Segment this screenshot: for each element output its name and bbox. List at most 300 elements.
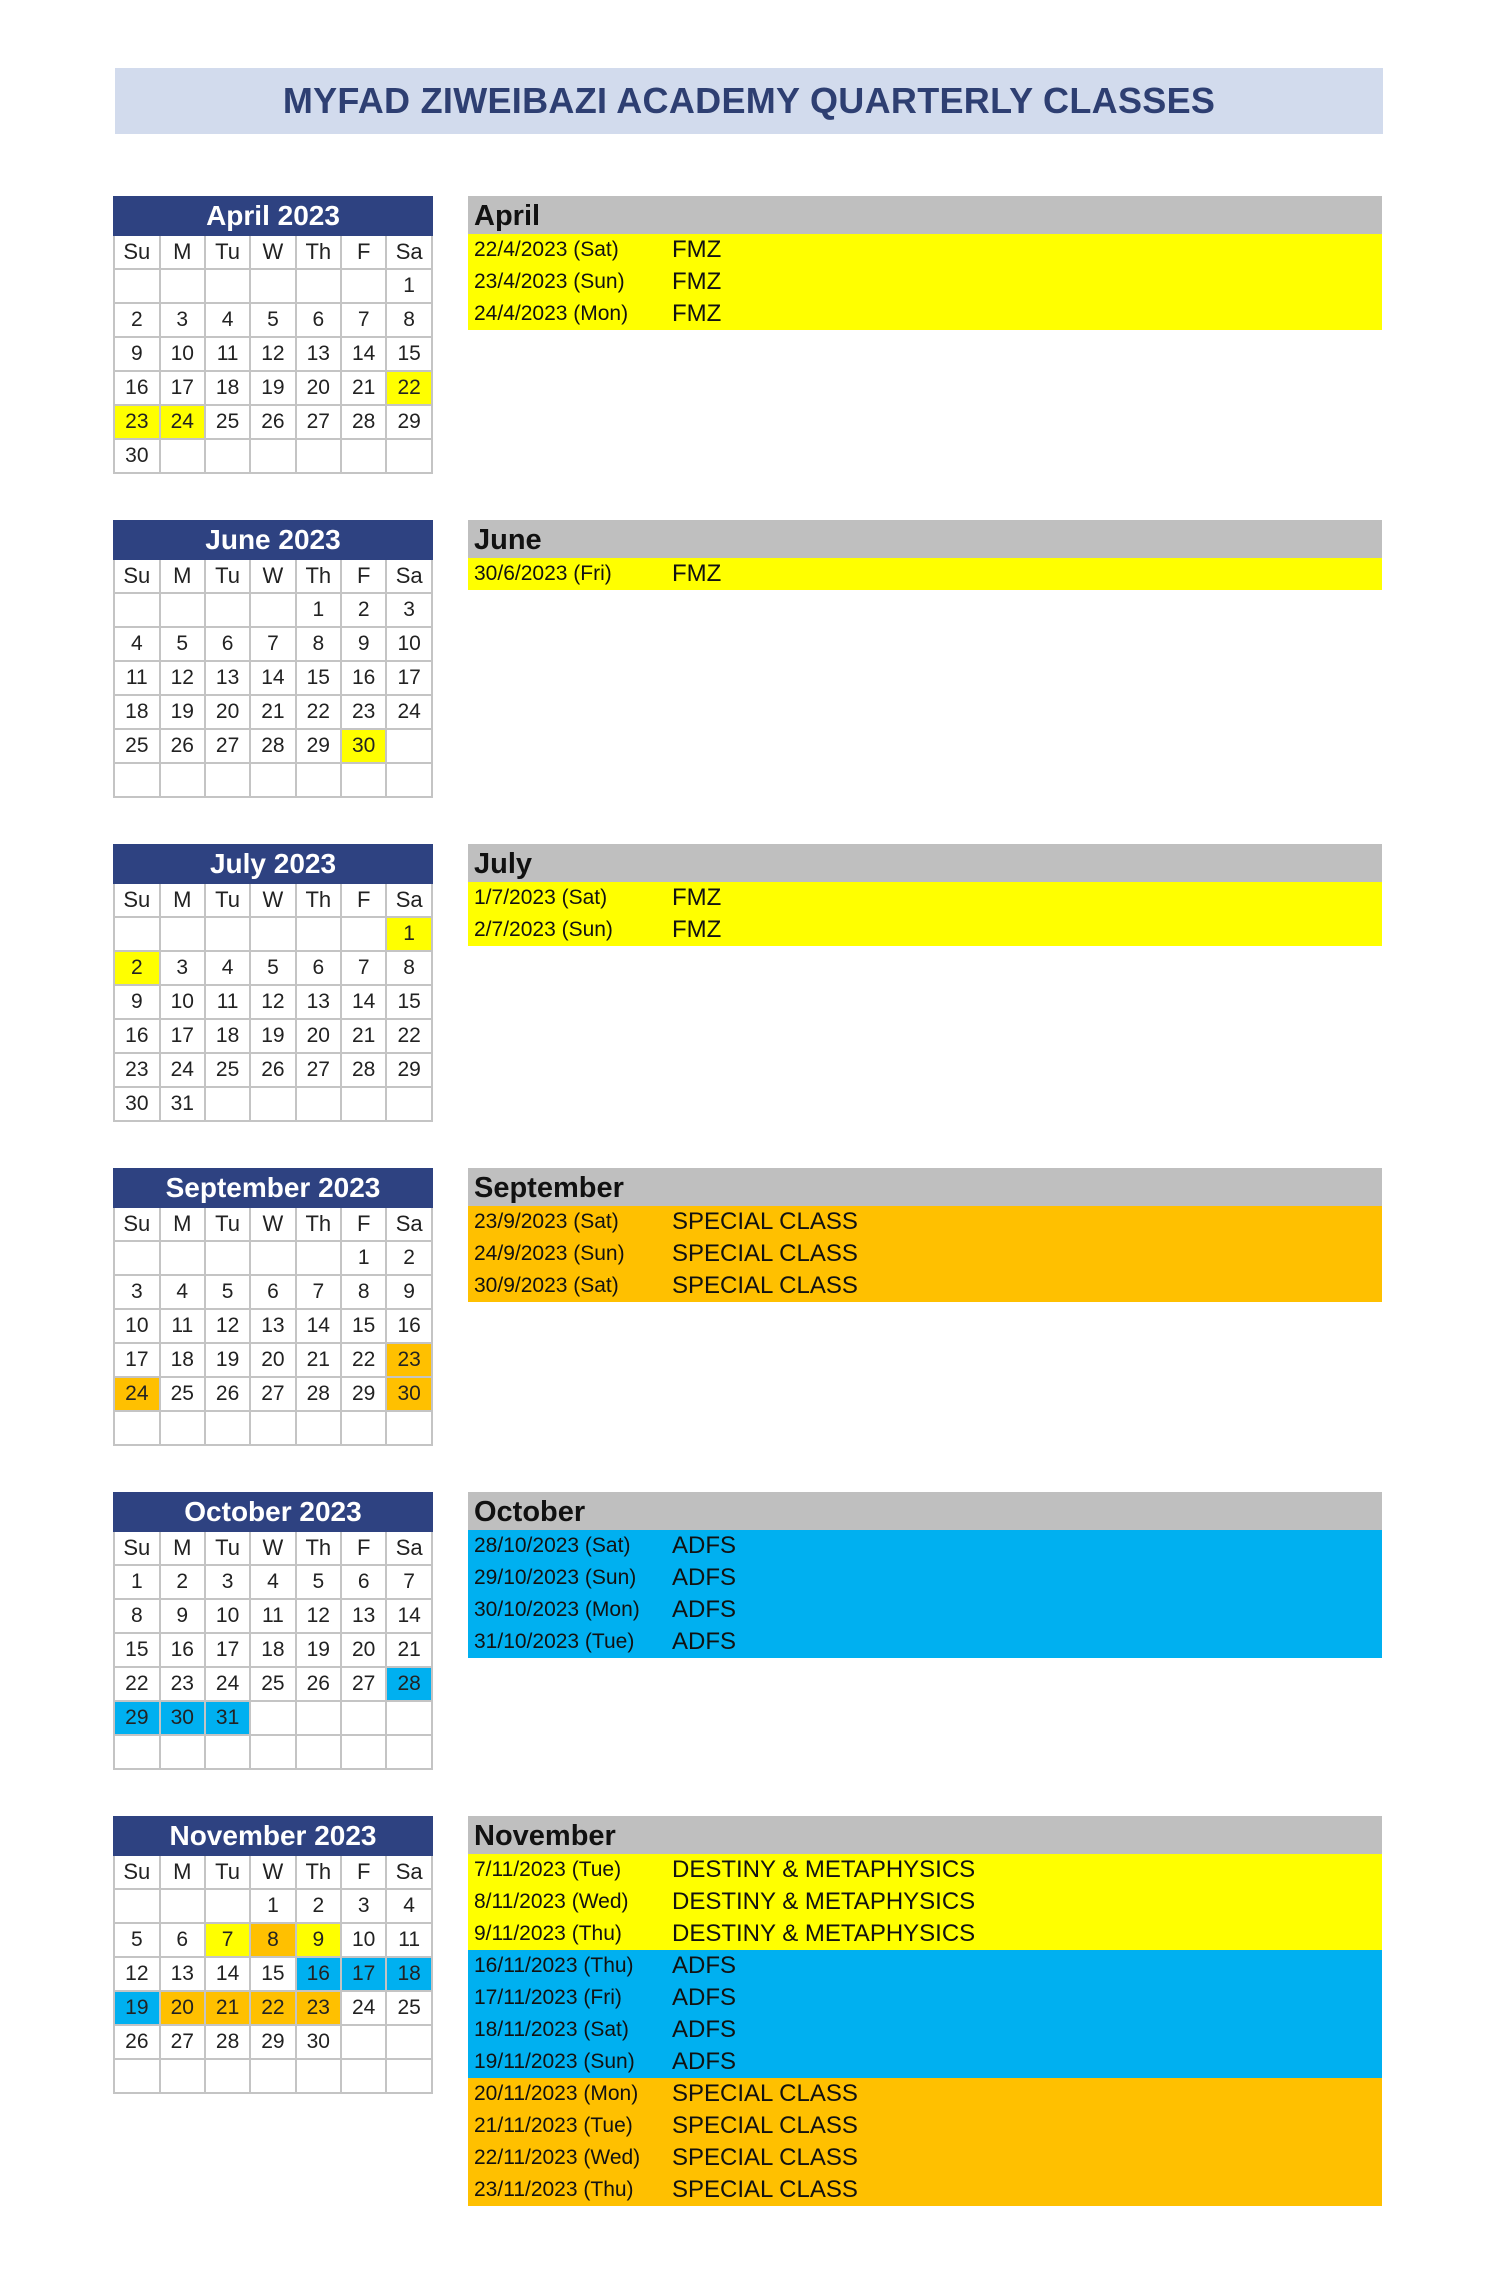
calendar-day: 19 <box>250 371 295 405</box>
calendar-day: 28 <box>205 2025 250 2059</box>
calendar-empty-cell <box>386 1735 432 1769</box>
month-block <box>0 196 1502 496</box>
class-name: DESTINY & METAPHYSICS <box>672 1856 976 1883</box>
schedule-row <box>468 2110 1382 2142</box>
schedule-row <box>468 234 1382 266</box>
calendar-empty-cell <box>114 1735 160 1769</box>
calendar-day: 4 <box>114 627 160 661</box>
calendar-day: 23 <box>114 1053 160 1087</box>
weekday-label: Tu <box>205 883 250 917</box>
calendar-day: 7 <box>205 1923 250 1957</box>
calendar-week <box>114 371 432 405</box>
calendar-day: 18 <box>250 1633 295 1667</box>
calendar-empty-cell <box>205 439 250 473</box>
weekday-label: Su <box>114 1531 160 1565</box>
calendar-week <box>114 1241 432 1275</box>
calendar-day: 13 <box>250 1309 295 1343</box>
class-name: ADFS <box>672 2016 737 2043</box>
class-date: 23/9/2023 (Sat) <box>474 1210 619 1233</box>
calendar-week <box>114 1701 432 1735</box>
class-name: SPECIAL CLASS <box>672 2080 858 2107</box>
calendar-day: 21 <box>250 695 295 729</box>
calendar-day: 25 <box>205 1053 250 1087</box>
weekday-label: M <box>160 1531 205 1565</box>
calendar-empty-cell <box>250 593 295 627</box>
calendar-empty-cell <box>160 1889 205 1923</box>
calendar-empty-cell <box>205 763 250 797</box>
weekday-label: Su <box>114 235 160 269</box>
calendar-day: 12 <box>160 661 205 695</box>
calendar-day: 7 <box>386 1565 432 1599</box>
schedule-heading: July <box>468 844 1382 882</box>
calendar-day: 18 <box>386 1957 432 1991</box>
calendar-day: 5 <box>296 1565 342 1599</box>
calendar-day: 19 <box>160 695 205 729</box>
calendar-day: 26 <box>114 2025 160 2059</box>
calendar-empty-cell <box>296 1087 342 1121</box>
class-name: ADFS <box>672 1596 737 1623</box>
calendar-day: 12 <box>114 1957 160 1991</box>
weekday-label: Su <box>114 883 160 917</box>
schedule-row <box>468 1270 1382 1302</box>
calendar-day: 30 <box>341 729 386 763</box>
calendar-day: 15 <box>114 1633 160 1667</box>
calendar-day: 27 <box>160 2025 205 2059</box>
calendar-week <box>114 661 432 695</box>
calendar-day: 13 <box>160 1957 205 1991</box>
weekday-label: F <box>341 235 386 269</box>
calendar-day: 8 <box>250 1923 295 1957</box>
class-name: DESTINY & METAPHYSICS <box>672 1888 976 1915</box>
mini-calendar <box>113 1492 433 1770</box>
weekday-label: Sa <box>386 883 432 917</box>
calendar-day: 16 <box>386 1309 432 1343</box>
calendar-week <box>114 1667 432 1701</box>
calendar-day: 9 <box>114 337 160 371</box>
calendar-day: 8 <box>296 627 342 661</box>
calendar-empty-cell <box>160 1411 205 1445</box>
calendar-day: 27 <box>250 1377 295 1411</box>
calendar-week <box>114 2059 432 2093</box>
calendar-title: June 2023 <box>114 521 432 559</box>
calendar-empty-cell <box>386 2059 432 2093</box>
calendar-empty-cell <box>296 1411 342 1445</box>
weekday-label: Sa <box>386 1855 432 1889</box>
calendar-day: 14 <box>250 661 295 695</box>
schedule-row <box>468 1982 1382 2014</box>
calendar-empty-cell <box>341 1701 386 1735</box>
weekday-label: Su <box>114 559 160 593</box>
calendar-day: 1 <box>114 1565 160 1599</box>
calendar-day: 17 <box>114 1343 160 1377</box>
calendar-empty-cell <box>160 2059 205 2093</box>
calendar-empty-cell <box>296 2059 342 2093</box>
schedule-row <box>468 2046 1382 2078</box>
calendar-day: 26 <box>250 1053 295 1087</box>
calendar-empty-cell <box>250 1241 295 1275</box>
weekday-label: Th <box>296 235 342 269</box>
class-date: 30/6/2023 (Fri) <box>474 562 612 585</box>
weekday-label: Tu <box>205 1855 250 1889</box>
calendar-empty-cell <box>296 763 342 797</box>
calendar-day: 8 <box>114 1599 160 1633</box>
calendar-empty-cell <box>250 1087 295 1121</box>
calendar-empty-cell <box>160 593 205 627</box>
calendar-day: 31 <box>205 1701 250 1735</box>
calendar-day: 13 <box>205 661 250 695</box>
mini-calendar <box>113 1816 433 2094</box>
calendar-day: 1 <box>386 917 432 951</box>
month-block <box>0 520 1502 820</box>
calendar-day: 27 <box>296 1053 342 1087</box>
calendar-empty-cell <box>386 729 432 763</box>
calendar-week <box>114 1633 432 1667</box>
calendar-empty-cell <box>250 763 295 797</box>
weekday-label: Su <box>114 1207 160 1241</box>
calendar-empty-cell <box>160 269 205 303</box>
calendar-day: 13 <box>296 337 342 371</box>
calendar-day: 30 <box>160 1701 205 1735</box>
class-name: FMZ <box>672 884 722 911</box>
calendar-day: 25 <box>205 405 250 439</box>
weekday-label: M <box>160 559 205 593</box>
calendar-day: 25 <box>386 1991 432 2025</box>
calendar-day: 12 <box>250 337 295 371</box>
calendar-day: 21 <box>341 1019 386 1053</box>
calendar-day: 26 <box>296 1667 342 1701</box>
calendar-day: 9 <box>341 627 386 661</box>
calendar-empty-cell <box>114 593 160 627</box>
calendar-day: 24 <box>205 1667 250 1701</box>
calendar-empty-cell <box>386 1087 432 1121</box>
calendar-day: 26 <box>250 405 295 439</box>
calendar-week <box>114 695 432 729</box>
schedule-row <box>468 1918 1382 1950</box>
calendar-empty-cell <box>341 917 386 951</box>
class-schedule <box>468 844 1382 946</box>
class-date: 16/11/2023 (Thu) <box>474 1954 634 1977</box>
weekday-label: Th <box>296 1207 342 1241</box>
calendar-day: 17 <box>386 661 432 695</box>
calendar-day: 15 <box>250 1957 295 1991</box>
class-date: 23/4/2023 (Sun) <box>474 270 625 293</box>
calendar-day: 9 <box>386 1275 432 1309</box>
calendar-empty-cell <box>250 917 295 951</box>
class-date: 29/10/2023 (Sun) <box>474 1566 637 1589</box>
calendar-empty-cell <box>160 1241 205 1275</box>
calendar-day: 23 <box>341 695 386 729</box>
weekday-label: Tu <box>205 235 250 269</box>
class-name: SPECIAL CLASS <box>672 1208 858 1235</box>
calendar-day: 26 <box>160 729 205 763</box>
calendar-day: 17 <box>160 371 205 405</box>
weekday-label: Th <box>296 883 342 917</box>
calendar-day: 29 <box>114 1701 160 1735</box>
calendar-day: 4 <box>250 1565 295 1599</box>
calendar-empty-cell <box>205 1087 250 1121</box>
calendar-day: 19 <box>250 1019 295 1053</box>
calendar-empty-cell <box>250 439 295 473</box>
calendar-week <box>114 1599 432 1633</box>
calendar-day: 22 <box>386 371 432 405</box>
calendar-day: 15 <box>341 1309 386 1343</box>
calendar-day: 24 <box>386 695 432 729</box>
calendar-week <box>114 1889 432 1923</box>
class-date: 18/11/2023 (Sat) <box>474 2018 629 2041</box>
calendar-day: 16 <box>296 1957 342 1991</box>
class-date: 17/11/2023 (Fri) <box>474 1986 622 2009</box>
calendar-day: 10 <box>205 1599 250 1633</box>
class-date: 2/7/2023 (Sun) <box>474 918 613 941</box>
calendar-day: 17 <box>341 1957 386 1991</box>
schedule-heading: October <box>468 1492 1382 1530</box>
calendar-empty-cell <box>296 1701 342 1735</box>
calendar-week <box>114 1957 432 1991</box>
calendar-day: 3 <box>341 1889 386 1923</box>
weekday-label: W <box>250 235 295 269</box>
calendar-empty-cell <box>341 2025 386 2059</box>
weekday-label: Tu <box>205 559 250 593</box>
calendar-day: 9 <box>160 1599 205 1633</box>
class-name: ADFS <box>672 2048 737 2075</box>
calendar-day: 4 <box>205 303 250 337</box>
calendar-day: 18 <box>205 1019 250 1053</box>
calendar-day: 24 <box>114 1377 160 1411</box>
calendar-day: 25 <box>250 1667 295 1701</box>
calendar-day: 30 <box>386 1377 432 1411</box>
calendar-day: 7 <box>296 1275 342 1309</box>
calendar-day: 7 <box>250 627 295 661</box>
class-name: FMZ <box>672 268 722 295</box>
calendar-day: 10 <box>160 337 205 371</box>
schedule-row <box>468 1886 1382 1918</box>
calendar-empty-cell <box>250 1701 295 1735</box>
calendar-day: 29 <box>296 729 342 763</box>
schedule-row <box>468 1950 1382 1982</box>
calendar-day: 6 <box>296 303 342 337</box>
calendar-week <box>114 1411 432 1445</box>
class-date: 19/11/2023 (Sun) <box>474 2050 635 2073</box>
calendar-day: 1 <box>250 1889 295 1923</box>
calendar-day: 1 <box>386 269 432 303</box>
schedule-row <box>468 1854 1382 1886</box>
class-date: 30/9/2023 (Sat) <box>474 1274 619 1297</box>
calendar-empty-cell <box>114 1241 160 1275</box>
calendar-week <box>114 1275 432 1309</box>
calendar-day: 8 <box>386 303 432 337</box>
calendar-day: 11 <box>386 1923 432 1957</box>
calendar-day: 6 <box>341 1565 386 1599</box>
calendar-day: 3 <box>205 1565 250 1599</box>
calendar-day: 15 <box>296 661 342 695</box>
calendar-empty-cell <box>341 1735 386 1769</box>
calendar-day: 10 <box>114 1309 160 1343</box>
calendar-day: 20 <box>160 1991 205 2025</box>
month-block <box>0 1492 1502 1792</box>
calendar-day: 5 <box>205 1275 250 1309</box>
calendar-empty-cell <box>114 2059 160 2093</box>
class-date: 24/4/2023 (Mon) <box>474 302 629 325</box>
calendar-day: 28 <box>341 405 386 439</box>
calendar-day: 29 <box>341 1377 386 1411</box>
calendar-week <box>114 2025 432 2059</box>
weekday-label: Sa <box>386 235 432 269</box>
calendar-day: 29 <box>386 405 432 439</box>
calendar-week <box>114 1565 432 1599</box>
schedule-row <box>468 298 1382 330</box>
schedule-row <box>468 1626 1382 1658</box>
calendar-empty-cell <box>386 2025 432 2059</box>
mini-calendar <box>113 844 433 1122</box>
calendar-day: 2 <box>296 1889 342 1923</box>
calendar-day: 26 <box>205 1377 250 1411</box>
calendar-day: 12 <box>250 985 295 1019</box>
calendar-day: 19 <box>296 1633 342 1667</box>
schedule-heading: September <box>468 1168 1382 1206</box>
calendar-day: 30 <box>114 439 160 473</box>
calendar-week <box>114 337 432 371</box>
class-name: ADFS <box>672 1532 737 1559</box>
calendar-day: 4 <box>386 1889 432 1923</box>
calendar-day: 24 <box>160 1053 205 1087</box>
calendar-day: 20 <box>205 695 250 729</box>
calendar-week <box>114 593 432 627</box>
calendar-day: 16 <box>114 371 160 405</box>
class-date: 28/10/2023 (Sat) <box>474 1534 631 1557</box>
calendar-day: 6 <box>205 627 250 661</box>
class-schedule <box>468 520 1382 590</box>
class-schedule <box>468 1168 1382 1302</box>
calendar-day: 13 <box>296 985 342 1019</box>
calendar-day: 20 <box>296 1019 342 1053</box>
calendar-day: 24 <box>160 405 205 439</box>
calendar-empty-cell <box>250 269 295 303</box>
schedule-row <box>468 1238 1382 1270</box>
calendar-day: 21 <box>296 1343 342 1377</box>
calendar-day: 2 <box>341 593 386 627</box>
calendar-day: 22 <box>250 1991 295 2025</box>
calendar-day: 22 <box>386 1019 432 1053</box>
mini-calendar <box>113 520 433 798</box>
calendar-empty-cell <box>386 1411 432 1445</box>
calendar-day: 1 <box>296 593 342 627</box>
schedule-row <box>468 2078 1382 2110</box>
page-title: MYFAD ZIWEIBAZI ACADEMY QUARTERLY CLASSES <box>282 80 1216 121</box>
calendar-day: 24 <box>341 1991 386 2025</box>
calendar-day: 10 <box>341 1923 386 1957</box>
calendar-day: 20 <box>296 371 342 405</box>
page-title-bar <box>115 68 1383 134</box>
calendar-day: 28 <box>386 1667 432 1701</box>
calendar-day: 30 <box>114 1087 160 1121</box>
calendar-empty-cell <box>386 439 432 473</box>
calendar-day: 14 <box>341 337 386 371</box>
class-name: SPECIAL CLASS <box>672 2144 858 2171</box>
calendar-empty-cell <box>386 1701 432 1735</box>
calendar-empty-cell <box>250 2059 295 2093</box>
calendar-day: 1 <box>341 1241 386 1275</box>
calendar-week <box>114 1309 432 1343</box>
schedule-row <box>468 1530 1382 1562</box>
weekday-label: M <box>160 1855 205 1889</box>
class-date: 22/4/2023 (Sat) <box>474 238 619 261</box>
calendar-day: 25 <box>160 1377 205 1411</box>
class-date: 8/11/2023 (Wed) <box>474 1890 629 1913</box>
calendar-day: 3 <box>160 951 205 985</box>
month-block <box>0 1816 1502 2203</box>
calendar-day: 20 <box>341 1633 386 1667</box>
calendar-title: April 2023 <box>114 197 432 235</box>
calendar-day: 30 <box>296 2025 342 2059</box>
calendar-empty-cell <box>205 593 250 627</box>
class-date: 9/11/2023 (Thu) <box>474 1922 622 1945</box>
class-name: SPECIAL CLASS <box>672 1240 858 1267</box>
calendar-empty-cell <box>160 917 205 951</box>
calendar-week <box>114 405 432 439</box>
weekday-label: F <box>341 883 386 917</box>
calendar-day: 10 <box>386 627 432 661</box>
calendar-day: 14 <box>341 985 386 1019</box>
calendar-title: September 2023 <box>114 1169 432 1207</box>
calendar-empty-cell <box>205 2059 250 2093</box>
calendar-empty-cell <box>160 1735 205 1769</box>
weekday-label: F <box>341 1855 386 1889</box>
calendar-day: 9 <box>114 985 160 1019</box>
calendar-day: 31 <box>160 1087 205 1121</box>
calendar-title: July 2023 <box>114 845 432 883</box>
calendar-day: 14 <box>386 1599 432 1633</box>
schedule-row <box>468 2014 1382 2046</box>
class-schedule <box>468 1492 1382 1658</box>
calendar-day: 4 <box>205 951 250 985</box>
calendar-day: 21 <box>341 371 386 405</box>
calendar-day: 22 <box>296 695 342 729</box>
weekday-label: Th <box>296 1531 342 1565</box>
calendar-day: 22 <box>114 1667 160 1701</box>
calendar-day: 28 <box>341 1053 386 1087</box>
class-name: ADFS <box>672 1984 737 2011</box>
class-date: 20/11/2023 (Mon) <box>474 2082 639 2105</box>
weekday-label: M <box>160 1207 205 1241</box>
class-name: ADFS <box>672 1628 737 1655</box>
calendar-day: 19 <box>205 1343 250 1377</box>
schedule-heading: June <box>468 520 1382 558</box>
calendar-week <box>114 1019 432 1053</box>
calendar-day: 14 <box>205 1957 250 1991</box>
weekday-label: Sa <box>386 1207 432 1241</box>
calendar-day: 15 <box>386 985 432 1019</box>
calendar-week <box>114 1087 432 1121</box>
schedule-heading: November <box>468 1816 1382 1854</box>
class-date: 31/10/2023 (Tue) <box>474 1630 635 1653</box>
schedule-row <box>468 1562 1382 1594</box>
calendar-day: 17 <box>160 1019 205 1053</box>
calendar-day: 12 <box>296 1599 342 1633</box>
class-date: 23/11/2023 (Thu) <box>474 2178 634 2201</box>
calendar-day: 16 <box>160 1633 205 1667</box>
calendar-empty-cell <box>341 2059 386 2093</box>
calendar-day: 2 <box>386 1241 432 1275</box>
calendar-week <box>114 1735 432 1769</box>
class-date: 30/10/2023 (Mon) <box>474 1598 640 1621</box>
schedule-row <box>468 1594 1382 1626</box>
calendar-empty-cell <box>296 1735 342 1769</box>
calendar-empty-cell <box>341 1411 386 1445</box>
calendar-day: 7 <box>341 951 386 985</box>
calendar-day: 27 <box>296 405 342 439</box>
class-date: 1/7/2023 (Sat) <box>474 886 608 909</box>
calendar-day: 5 <box>114 1923 160 1957</box>
